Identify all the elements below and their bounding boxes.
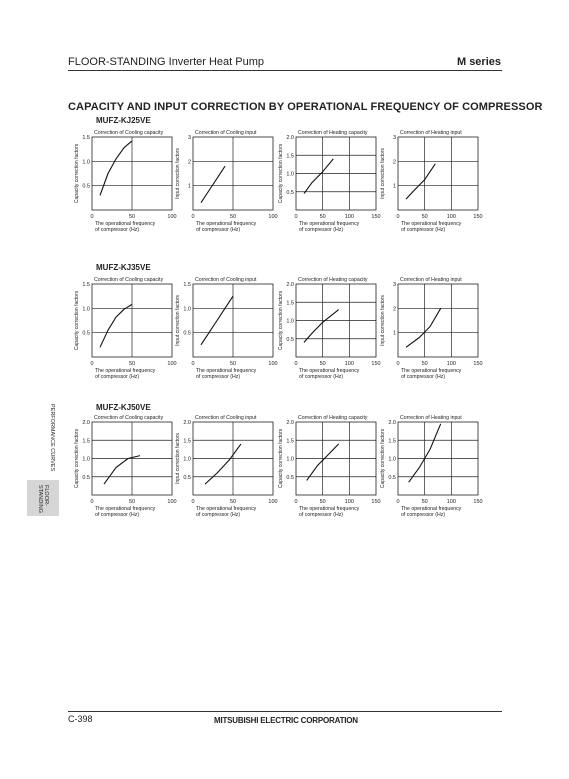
x-axis-label-line1: The operational frequency xyxy=(401,221,462,227)
correction-curve-r0c3 xyxy=(406,164,435,199)
correction-curve-r2c1 xyxy=(205,444,241,484)
y-axis-label: Input correction factors xyxy=(175,148,181,199)
x-tick-label: 100 xyxy=(268,214,278,220)
x-tick-label: 100 xyxy=(268,499,278,505)
correction-curve-r0c1 xyxy=(201,166,225,203)
y-axis-label: Capacity correction factors xyxy=(278,143,284,204)
chart-title: Correction of Cooling capacity xyxy=(94,277,164,283)
x-tick-label: 0 xyxy=(294,499,298,505)
y-tick-label: 0.5 xyxy=(183,330,191,337)
x-tick-label: 50 xyxy=(128,499,136,505)
x-tick-label: 100 xyxy=(344,499,354,505)
y-axis-label: Capacity correction factors xyxy=(380,428,386,489)
y-tick-label: 1 xyxy=(187,183,191,190)
x-axis-label-line1: The operational frequency xyxy=(95,506,156,512)
chart-title: Correction of Heating input xyxy=(400,277,462,283)
y-tick-label: 2.0 xyxy=(286,420,294,426)
chart-title: Correction of Heating input xyxy=(400,415,462,421)
side-text-floor: FLOOR- xyxy=(43,485,49,506)
x-axis-label-line2: of compressor (Hz) xyxy=(299,374,344,380)
x-tick-label: 150 xyxy=(473,214,483,220)
page-number: C-398 xyxy=(68,714,93,724)
x-axis-label-line1: The operational frequency xyxy=(401,506,462,512)
document-title: FLOOR-STANDING Inverter Heat Pump xyxy=(68,56,265,68)
y-tick-label: 1.0 xyxy=(82,159,90,166)
chart-title: Correction of Heating capacity xyxy=(298,130,368,136)
y-tick-label: 2.0 xyxy=(286,282,294,288)
x-tick-label: 100 xyxy=(344,214,354,220)
x-tick-label: 50 xyxy=(421,214,428,220)
y-tick-label: 2.0 xyxy=(286,135,294,141)
x-axis-label-line1: The operational frequency xyxy=(95,368,156,374)
y-tick-label: 0.5 xyxy=(286,189,294,196)
x-axis-label-line2: of compressor (Hz) xyxy=(401,227,446,233)
x-axis-label-line1: The operational frequency xyxy=(196,368,257,374)
correction-curve-r2c0 xyxy=(104,456,140,485)
x-tick-label: 100 xyxy=(167,499,177,505)
x-tick-label: 0 xyxy=(90,361,94,367)
x-tick-label: 100 xyxy=(167,361,177,367)
x-tick-label: 50 xyxy=(421,361,428,367)
x-tick-label: 0 xyxy=(294,214,298,220)
y-tick-label: 2.0 xyxy=(183,420,191,426)
correction-curve-r1c2 xyxy=(304,310,339,343)
x-tick-label: 0 xyxy=(191,361,195,367)
y-tick-label: 0.5 xyxy=(82,183,90,190)
y-axis-label: Input correction factors xyxy=(175,433,181,484)
y-tick-label: 2.0 xyxy=(82,420,90,426)
x-tick-label: 50 xyxy=(229,361,237,367)
y-tick-label: 1.5 xyxy=(286,438,294,445)
x-axis-label-line1: The operational frequency xyxy=(299,506,360,512)
y-tick-label: 2 xyxy=(187,159,191,166)
y-axis-label: Input correction factors xyxy=(175,295,181,346)
y-axis-label: Capacity correction factors xyxy=(74,290,80,351)
chart-title: Correction of Heating capacity xyxy=(298,415,368,421)
x-axis-label-line1: The operational frequency xyxy=(299,221,360,227)
y-tick-label: 0.5 xyxy=(286,474,294,481)
x-axis-label-line2: of compressor (Hz) xyxy=(401,512,446,518)
x-tick-label: 0 xyxy=(191,499,195,505)
plot-frame-r1c3 xyxy=(398,284,478,357)
company-name: MITSUBISHI ELECTRIC CORPORATION xyxy=(214,716,358,725)
y-tick-label: 1 xyxy=(392,330,396,337)
x-tick-label: 50 xyxy=(128,361,136,367)
y-axis-label: Input correction factors xyxy=(380,148,386,199)
x-tick-label: 50 xyxy=(229,499,237,505)
x-axis-label-line2: of compressor (Hz) xyxy=(196,374,241,380)
x-tick-label: 100 xyxy=(446,499,456,505)
y-tick-label: 1.0 xyxy=(183,306,191,313)
x-tick-label: 0 xyxy=(90,499,94,505)
x-axis-label-line1: The operational frequency xyxy=(95,221,156,227)
section-title: CAPACITY AND INPUT CORRECTION BY OPERATIONAL FREQUENCY OF COMPRESSOR xyxy=(68,101,543,113)
x-tick-label: 0 xyxy=(396,499,400,505)
y-tick-label: 1.5 xyxy=(82,135,90,141)
x-axis-label-line2: of compressor (Hz) xyxy=(299,512,344,518)
chart-title: Correction of Cooling input xyxy=(195,277,257,283)
y-tick-label: 0.5 xyxy=(183,474,191,481)
y-tick-label: 1.0 xyxy=(286,456,294,463)
model-label-kj25: MUFZ-KJ25VE xyxy=(96,116,151,125)
y-tick-label: 1.5 xyxy=(286,153,294,160)
chart-title: Correction of Cooling input xyxy=(195,130,257,136)
x-tick-label: 50 xyxy=(421,499,428,505)
y-tick-label: 1.5 xyxy=(82,282,90,288)
x-tick-label: 50 xyxy=(229,214,237,220)
y-tick-label: 1.5 xyxy=(183,438,191,445)
y-tick-label: 2 xyxy=(392,159,396,166)
y-axis-label: Capacity correction factors xyxy=(278,428,284,489)
y-tick-label: 1.0 xyxy=(82,456,90,463)
y-tick-label: 1.5 xyxy=(388,438,396,445)
correction-curve-r1c0 xyxy=(100,304,132,347)
y-tick-label: 1 xyxy=(392,183,396,190)
footer-rule xyxy=(68,711,502,712)
x-tick-label: 100 xyxy=(167,214,177,220)
x-tick-label: 0 xyxy=(396,361,400,367)
chart-title: Correction of Cooling input xyxy=(195,415,257,421)
x-tick-label: 100 xyxy=(446,361,456,367)
x-tick-label: 50 xyxy=(319,361,326,367)
chart-title: Correction of Cooling capacity xyxy=(94,130,164,136)
x-tick-label: 50 xyxy=(319,214,326,220)
y-tick-label: 3 xyxy=(392,282,396,288)
series-label: M series xyxy=(456,56,501,68)
y-tick-label: 3 xyxy=(187,135,191,141)
y-tick-label: 0.5 xyxy=(286,336,294,343)
y-tick-label: 2.0 xyxy=(388,420,396,426)
correction-curve-r1c1 xyxy=(201,296,233,345)
y-tick-label: 1.0 xyxy=(82,306,90,313)
y-axis-label: Capacity correction factors xyxy=(74,143,80,204)
x-tick-label: 50 xyxy=(319,499,326,505)
x-axis-label-line2: of compressor (Hz) xyxy=(196,227,241,233)
model-label-kj35: MUFZ-KJ35VE xyxy=(96,263,151,272)
y-tick-label: 0.5 xyxy=(388,474,396,481)
x-axis-label-line2: of compressor (Hz) xyxy=(196,512,241,518)
x-tick-label: 150 xyxy=(473,499,483,505)
correction-curve-r1c3 xyxy=(406,308,441,347)
x-tick-label: 100 xyxy=(446,214,456,220)
plot-frame-r0c3 xyxy=(398,137,478,210)
x-axis-label-line1: The operational frequency xyxy=(299,368,360,374)
side-text-performance: PERFORMANCE CURVES xyxy=(49,404,55,472)
x-tick-label: 0 xyxy=(90,214,94,220)
x-tick-label: 0 xyxy=(191,214,195,220)
chart-title: Correction of Heating capacity xyxy=(298,277,368,283)
x-axis-label-line1: The operational frequency xyxy=(401,368,462,374)
chart-title: Correction of Cooling capacity xyxy=(94,415,164,421)
y-tick-label: 1.5 xyxy=(82,438,90,445)
x-axis-label-line1: The operational frequency xyxy=(196,221,257,227)
x-tick-label: 100 xyxy=(268,361,278,367)
x-tick-label: 50 xyxy=(128,214,136,220)
y-tick-label: 0.5 xyxy=(82,330,90,337)
y-axis-label: Input correction factors xyxy=(380,295,386,346)
correction-curve-r0c0 xyxy=(100,141,132,196)
model-label-kj50: MUFZ-KJ50VE xyxy=(96,403,151,412)
y-tick-label: 1.5 xyxy=(183,282,191,288)
y-tick-label: 0.5 xyxy=(82,474,90,481)
x-tick-label: 150 xyxy=(371,499,381,505)
x-tick-label: 150 xyxy=(371,214,381,220)
y-tick-label: 1.0 xyxy=(286,171,294,178)
x-axis-label-line2: of compressor (Hz) xyxy=(95,227,140,233)
x-axis-label-line1: The operational frequency xyxy=(196,506,257,512)
y-tick-label: 3 xyxy=(392,135,396,141)
x-tick-label: 150 xyxy=(473,361,483,367)
y-tick-label: 1.0 xyxy=(183,456,191,463)
y-axis-label: Capacity correction factors xyxy=(278,290,284,351)
side-text-standing: STANDING xyxy=(37,485,43,514)
x-axis-label-line2: of compressor (Hz) xyxy=(95,512,140,518)
y-tick-label: 1.0 xyxy=(286,318,294,325)
y-tick-label: 1.0 xyxy=(388,456,396,463)
y-tick-label: 2 xyxy=(392,306,396,313)
chart-title: Correction of Heating input xyxy=(400,130,462,136)
x-axis-label-line2: of compressor (Hz) xyxy=(299,227,344,233)
correction-curve-r0c2 xyxy=(304,159,333,194)
x-axis-label-line2: of compressor (Hz) xyxy=(401,374,446,380)
y-tick-label: 1.5 xyxy=(286,300,294,307)
x-tick-label: 0 xyxy=(294,361,298,367)
x-tick-label: 0 xyxy=(396,214,400,220)
y-axis-label: Capacity correction factors xyxy=(74,428,80,489)
x-tick-label: 100 xyxy=(344,361,354,367)
x-axis-label-line2: of compressor (Hz) xyxy=(95,374,140,380)
x-tick-label: 150 xyxy=(371,361,381,367)
